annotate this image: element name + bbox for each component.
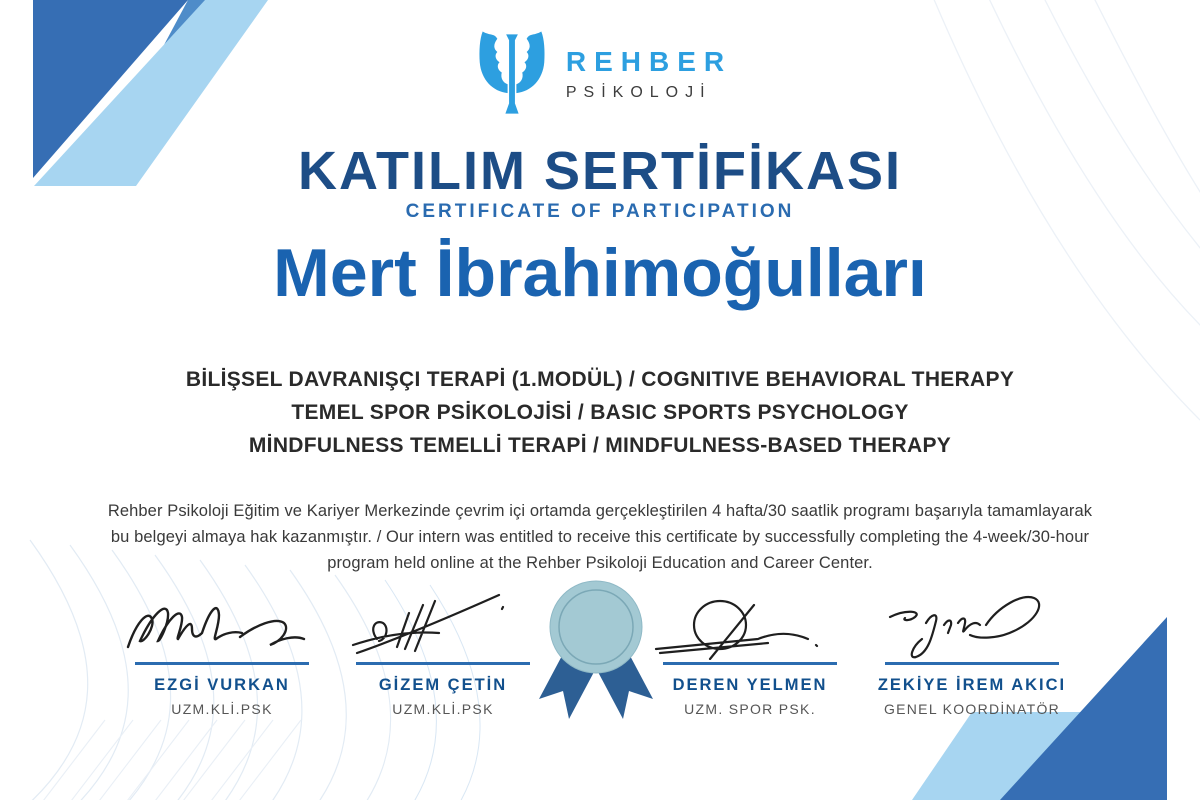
course-line: BİLİŞSEL DAVRANIŞÇI TERAPİ (1.MODÜL) / COGNITIVE BEHAVIORAL THERAPY (185, 368, 1015, 391)
certificate-title: KATILIM SERTİFİKASI (298, 141, 902, 201)
signature-block-gizem-cetin (333, 588, 553, 717)
description-text: Rehber Psikoloji Eğitim ve Kariyer Merkezinde çevrim içi ortamda gerçekleştirilen 4 hafta/30 saatlik programı başarıyla tamamlayarak bu belgeyi almaya hak kazanmıştır. / Our intern was entitled to receive this certificate by successfully completing the 4-week/30-hour program held online at the Rehber Psikoloji Education and Career Center. (107, 501, 1093, 572)
signature-line (135, 662, 309, 665)
rehber-psikoloji-logo (0, 26, 1200, 122)
signature-line (663, 662, 837, 665)
logo-wordmark (566, 46, 732, 102)
brand-name: REHBER (565, 46, 733, 77)
signatory-title: UZM.KLİ.PSK (171, 701, 273, 717)
course-list (0, 363, 1200, 462)
signature-line (356, 662, 530, 665)
signature-block-deren-yelmen (640, 588, 860, 717)
signature-scribble-icon (872, 588, 1072, 660)
signatory-title: UZM.KLİ.PSK (392, 701, 494, 717)
recipient-name: Mert İbrahimoğulları (273, 235, 927, 311)
course-line: TEMEL SPOR PSİKOLOJİSİ / BASIC SPORTS PSYCHOLOGY (291, 401, 909, 424)
signature-scribble-icon (650, 588, 850, 660)
brand-subname: PSİKOLOJİ (565, 84, 712, 101)
signatory-name: DEREN YELMEN (672, 676, 828, 694)
psi-logo-icon (468, 26, 556, 122)
signatory-title: GENEL KOORDİNATÖR (883, 701, 1061, 717)
signatory-name: EZGİ VURKAN (154, 676, 290, 694)
certificate-subtitle: CERTIFICATE OF PARTICIPATION (405, 201, 795, 222)
signature-scribble-icon (122, 588, 322, 660)
signature-line (885, 662, 1059, 665)
signatory-title: UZM. SPOR PSK. (684, 701, 816, 717)
signatory-name: ZEKİYE İREM AKICI (877, 676, 1067, 694)
signatory-name: GİZEM ÇETİN (378, 676, 508, 694)
course-line: MİNDFULNESS TEMELLİ TERAPİ / MINDFULNESS-BASED THERAPY (248, 434, 952, 457)
signature-block-ezgi-vurkan (112, 588, 332, 717)
signature-scribble-icon (343, 588, 543, 660)
signature-block-zekiye-irem-akici (862, 588, 1082, 717)
